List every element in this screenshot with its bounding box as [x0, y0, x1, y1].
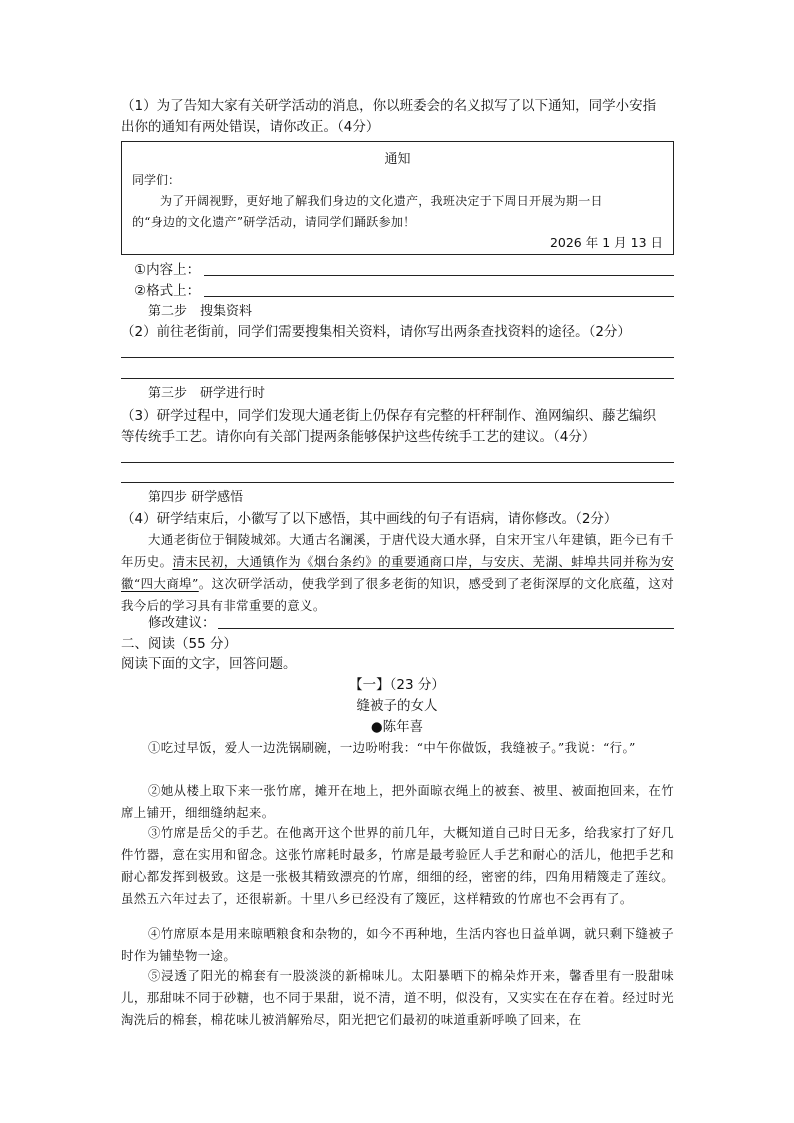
advice-label: 修改建议： — [148, 615, 216, 631]
step-2-heading: 第二步 搜集资料 — [148, 304, 253, 319]
reflection-paragraph — [121, 529, 674, 617]
notice-salutation: 同学们： — [132, 173, 181, 187]
article-paragraph-1: ①吃过早饭，爱人一边洗锅刷碗，一边吩咐我：“中午你做饭，我缝被子。”我说：“行。” — [148, 740, 636, 755]
content-answer-line[interactable] — [204, 275, 674, 276]
question-4: （4）研学结束后，小徽写了以下感悟，其中画线的句子有语病，请你修改。（2分） — [121, 511, 618, 527]
article-paragraph-3: ③竹席是岳父的手艺。在他离开这个世界的前几年，大概知道自己时日无多，给我家打了好几件竹器，意在实用和留念。这张竹席耗时最多，竹席是最考验匠人手艺和耐心的活儿，他把手艺和耐心都发挥到极致。这是一张极其精致漂亮的竹席，细细的经，密密的纬，四角用精篾走了莲纹。虽然五六年过去了，还很崭新。十里八乡已经没有了篾匠，这样精致的竹席也不会再有了。 — [121, 825, 674, 906]
question-3-line-1: （3）研学过程中，同学们发现大通老街上仍保存有完整的杆秤制作、渔网编织、藤艺编织 — [121, 408, 657, 424]
format-answer-line[interactable] — [204, 296, 674, 297]
question-3-answer-line-2[interactable] — [121, 482, 674, 483]
notice-box — [121, 141, 674, 255]
section-2-heading: 二、阅读（55 分） — [121, 636, 237, 652]
question-2: （2）前往老街前，同学们需要搜集相关资料，请你写出两条查找资料的途径。（2分） — [121, 324, 631, 340]
notice-date: 2026 年 1 月 13 日 — [549, 235, 663, 250]
article-paragraph-4: ④竹席原本是用来晾晒粮食和杂物的，如今不再种地，生活内容也日益单调，就只剩下缝被子时作为铺垫物一途。 — [121, 926, 674, 963]
step-4-heading: 第四步 研学感悟 — [148, 490, 244, 505]
article-title: 缝被子的女人 — [356, 698, 438, 714]
question-1-line-1: （1）为了告知大家有关研学活动的消息，你以班委会的名义拟写了以下通知，同学小安指 — [121, 98, 657, 114]
part-1-label: 【一】（23 分） — [349, 677, 445, 693]
notice-title: 通知 — [384, 152, 411, 167]
question-2-answer-line-2[interactable] — [121, 378, 674, 379]
content-label: ①内容上： — [134, 262, 201, 278]
notice-body-line-2: 的“身边的文化遗产”研学活动，请同学们踊跃参加！ — [132, 215, 416, 229]
notice-body-line-1: 为了开阔视野，更好地了解我们身边的文化遗产，我班决定于下周日开展为期一日 — [160, 194, 603, 208]
reflection-text-a: 大通老街位于铜陵城郊。大通古名澜溪，于唐代设大通水驿，自宋开宝八年建镇，距今已有千年历史。 — [121, 532, 674, 569]
question-3-answer-line-1[interactable] — [121, 462, 674, 463]
question-2-answer-line-1[interactable] — [121, 357, 674, 358]
article-paragraph-5: ⑤浸透了阳光的棉套有一股淡淡的新棉味儿。太阳暴晒下的棉朵炸开来，馨香里有一股甜味儿，那甜味不同于砂糖，也不同于果甜，说不清，道不明，似没有，又实实在在存在着。经过时光淘洗后的棉套，棉花味儿被消解殆尽，阳光把它们最初的味道重新呼唤了回来，在 — [121, 968, 674, 1027]
advice-answer-line[interactable] — [218, 628, 674, 629]
reflection-underlined-sentence: 清末民初，大通镇作为《烟台条约》的重要通商口岸，与安庆、芜湖、蚌埠共同并称为安徽“四大商埠” — [121, 554, 674, 591]
question-3-line-2: 等传统手工艺。请你向有关部门提两条能够保护这些传统手工艺的建议。（4分） — [121, 429, 596, 445]
format-label: ②格式上： — [134, 283, 201, 299]
question-1-line-2: 出你的通知有两处错误，请你改正。（4分） — [121, 119, 380, 135]
section-2-instruction: 阅读下面的文字，回答问题。 — [121, 656, 297, 672]
reflection-text-b: 。这次研学活动，使我学到了很多老街的知识，感受到了老街深厚的文化底蕴，这对我今后的学习具有非常重要的意义。 — [121, 576, 674, 613]
step-3-heading: 第三步 研学进行时 — [148, 386, 266, 401]
article-author: ●陈年喜 — [370, 719, 424, 735]
article-paragraph-2: ②她从楼上取下来一张竹席，摊开在地上，把外面晾衣绳上的被套、被里、被面抱回来，在竹席上铺开，细细缝纳起来。 — [121, 783, 674, 820]
